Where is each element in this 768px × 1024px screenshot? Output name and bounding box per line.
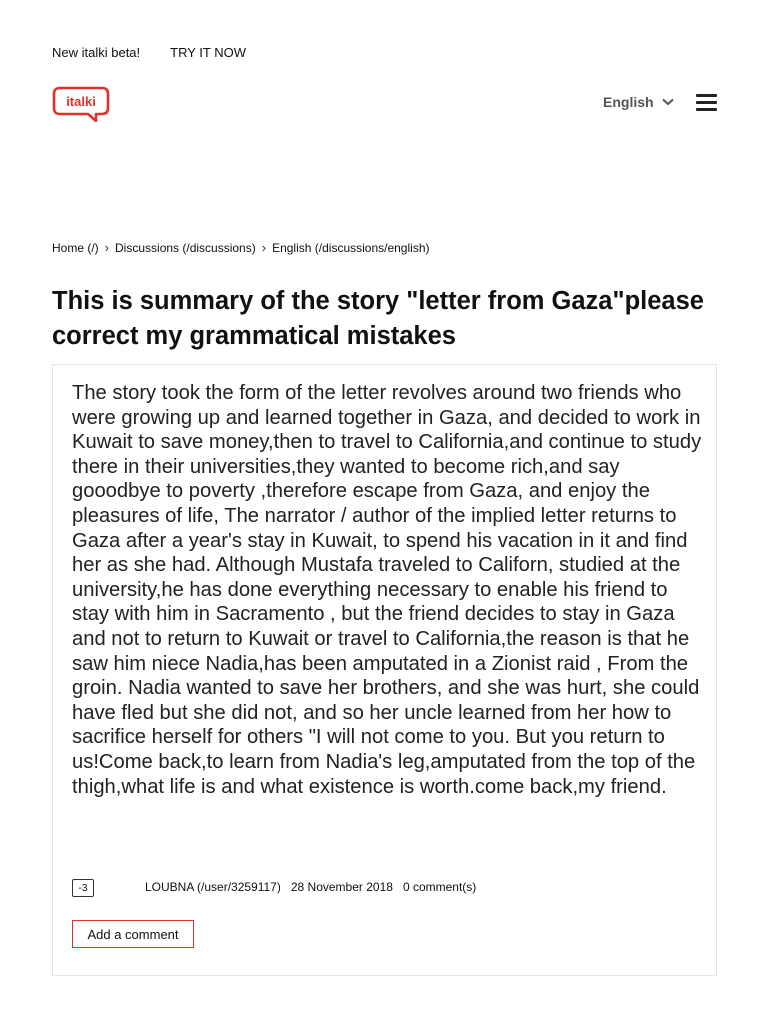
logo-text: italki (66, 94, 96, 109)
beta-banner-text: New italki beta! (52, 45, 141, 60)
language-selector[interactable] (603, 94, 674, 110)
post-body: The story took the form of the letter revolves around two friends who were growing up and learned together in Gaza, and decided to work in Kuwait to save money,then to travel to California,and continue to study there in their universities,they wanted to become rich,and say gooodbye to poverty ,therefore escape from Gaza, and enjoy the pleasures of life, The narrator / author of the implied letter returns to Gaza after a year's stay in Kuwait, to spend his vacation in it and find her as she had. Although Mustafa traveled to Californ, studied at the university,he has done everything necessary to enable his friend to stay with him in Sacramento , but the friend decides to stay in Gaza and not to return to Kuwait or travel to California,the reason is that he saw him niece Nadia,has been amputated in a Zionist raid , From the groin. Nadia wanted to save her brothers, and she was hurt, she could have fled but she did not, and so her uncle learned from her how to sacrifice herself for others "I will not come to you. But you return to us!Come back,to learn from Nadia's leg,amputated from the top of the thigh,what life is and what existence is worth.come back,my friend. (72, 382, 702, 798)
menu-bar (696, 101, 717, 104)
try-it-now-link[interactable]: TRY IT NOW (170, 45, 246, 60)
italki-logo[interactable] (52, 86, 110, 122)
post-meta-info (145, 880, 476, 894)
breadcrumb-discussions[interactable]: Discussions (/discussions) (115, 240, 256, 255)
language-label: English (603, 94, 654, 110)
breadcrumb-separator: › (261, 240, 267, 255)
breadcrumb-separator: › (104, 240, 110, 255)
beta-banner (52, 45, 246, 60)
italki-logo-icon (52, 86, 110, 122)
menu-bar (696, 94, 717, 97)
hamburger-menu-icon[interactable] (696, 94, 717, 111)
breadcrumb-english[interactable]: English (/discussions/english) (272, 240, 430, 255)
post-date: 28 November 2018 (290, 880, 393, 894)
vote-count[interactable]: -3 (72, 879, 94, 897)
comment-count[interactable]: 0 comment(s) (402, 880, 477, 894)
menu-bar (696, 108, 717, 111)
breadcrumb (52, 240, 429, 255)
chevron-down-icon (662, 98, 674, 106)
page-title: This is summary of the story "letter from Gaza"please correct my grammatical mistakes (52, 287, 704, 350)
breadcrumb-home[interactable]: Home (/) (52, 240, 99, 255)
add-comment-button[interactable]: Add a comment (72, 920, 194, 948)
author-link[interactable]: LOUBNA (/user/3259117) (145, 880, 281, 894)
